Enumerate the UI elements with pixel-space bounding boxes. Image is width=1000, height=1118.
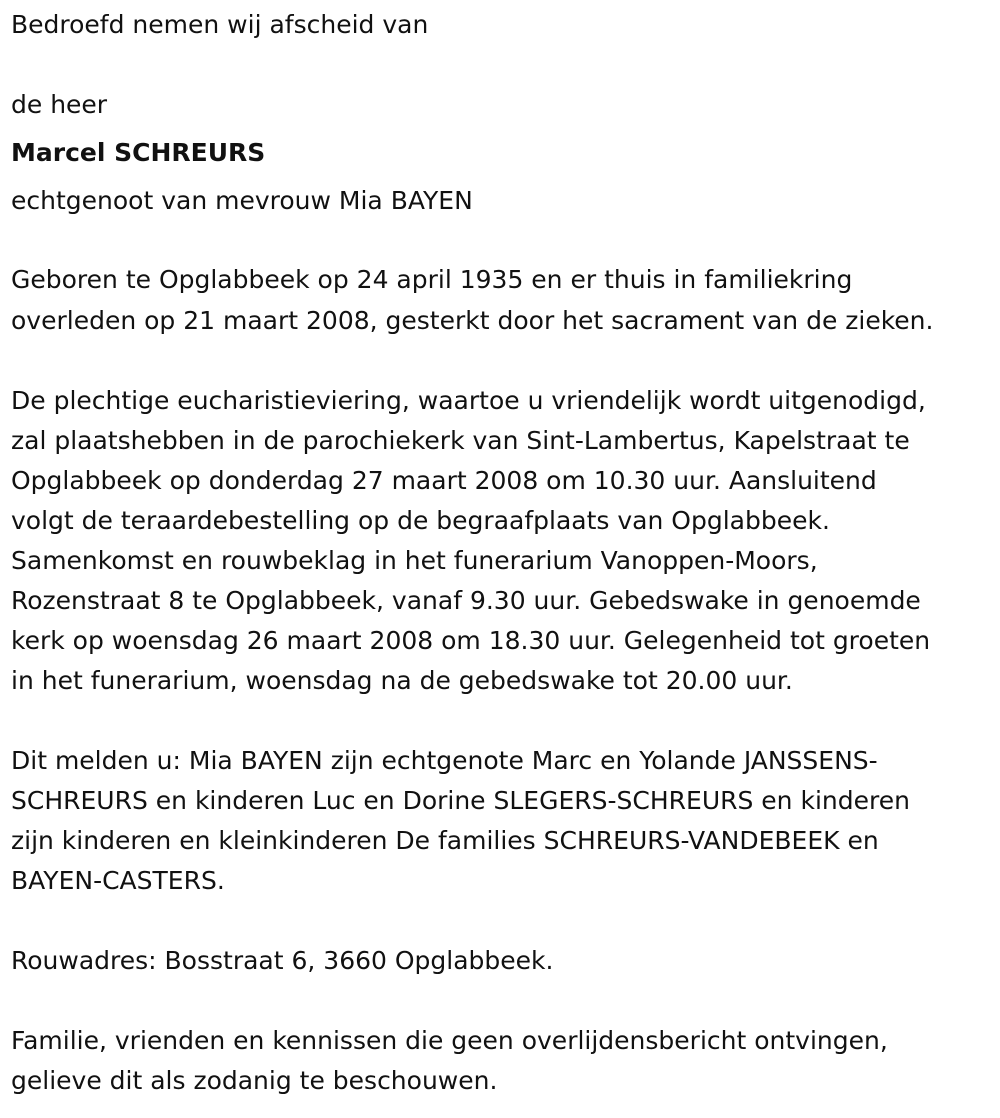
service-line: Samenkomst en rouwbeklag in het funerarium Vanoppen-Moors, — [11, 546, 818, 575]
service-line: volgt de teraardebestelling op de begraafplaats van Opglabbeek. — [11, 506, 830, 535]
service-line: zal plaatshebben in de parochiekerk van Sint-Lambertus, Kapelstraat te — [11, 426, 910, 455]
closing-line: Familie, vrienden en kennissen die geen overlijdensbericht ontvingen, — [11, 1026, 888, 1055]
deceased-name: Marcel SCHREURS — [11, 138, 266, 167]
service-line: Rozenstraat 8 te Opglabbeek, vanaf 9.30 uur. Gebedswake in genoemde — [11, 586, 921, 615]
service-line: Opglabbeek op donderdag 27 maart 2008 om 10.30 uur. Aansluitend — [11, 466, 877, 495]
service-line: in het funerarium, woensdag na de gebedswake tot 20.00 uur. — [11, 666, 793, 695]
family-line: SCHREURS en kinderen Luc en Dorine SLEGERS-SCHREURS en kinderen — [11, 786, 910, 815]
service-line: De plechtige eucharistieviering, waartoe u vriendelijk wordt uitgenodigd, — [11, 386, 926, 415]
spouse-text: echtgenoot van mevrouw Mia BAYEN — [11, 186, 473, 215]
salutation-text: de heer — [11, 90, 108, 119]
family-line: BAYEN-CASTERS. — [11, 866, 225, 895]
closing-line: gelieve dit als zodanig te beschouwen. — [11, 1066, 498, 1095]
service-line: kerk op woensdag 26 maart 2008 om 18.30 uur. Gelegenheid tot groeten — [11, 626, 931, 655]
birth-death-line: Geboren te Opglabbeek op 24 april 1935 en er thuis in familiekring — [11, 265, 853, 294]
intro-text: Bedroefd nemen wij afscheid van — [11, 10, 429, 39]
birth-death-line: overleden op 21 maart 2008, gesterkt door het sacrament van de zieken. — [11, 306, 934, 335]
family-line: Dit melden u: Mia BAYEN zijn echtgenote Marc en Yolande JANSSENS- — [11, 746, 878, 775]
mourning-address: Rouwadres: Bosstraat 6, 3660 Opglabbeek. — [11, 946, 554, 975]
family-line: zijn kinderen en kleinkinderen De families SCHREURS-VANDEBEEK en — [11, 826, 879, 855]
